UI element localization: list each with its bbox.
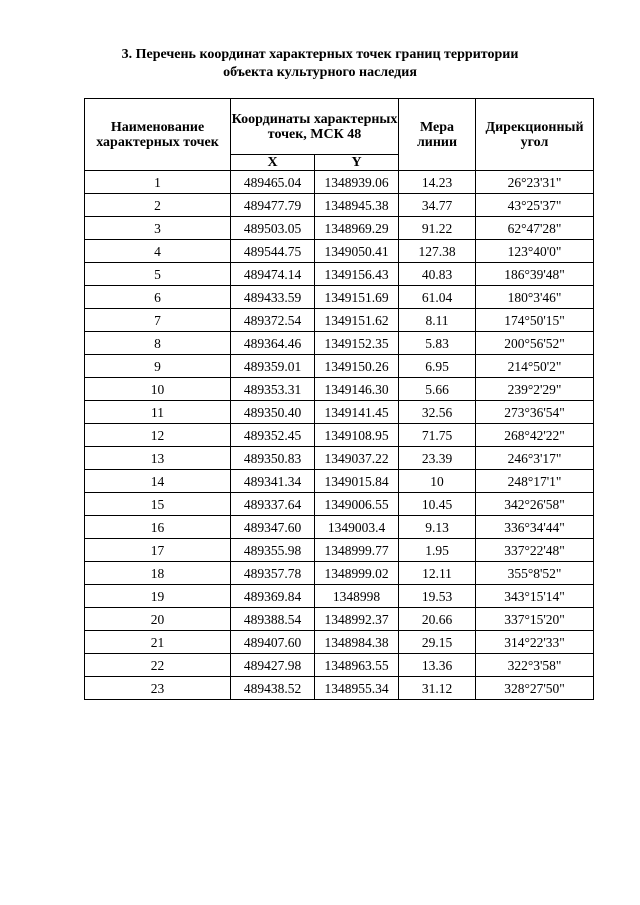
table-row [85, 378, 594, 401]
table-row [85, 539, 594, 562]
cell-x: 489427.98 [231, 654, 315, 677]
cell-direction-angle: 328°27'50" [476, 677, 594, 700]
cell-point-number: 13 [85, 447, 231, 470]
cell-y: 1349146.30 [315, 378, 399, 401]
cell-line-length: 10.45 [399, 493, 476, 516]
table-row [85, 355, 594, 378]
cell-x: 489352.45 [231, 424, 315, 447]
cell-direction-angle: 174°50'15" [476, 309, 594, 332]
table-row [85, 401, 594, 424]
cell-point-number: 1 [85, 171, 231, 194]
cell-x: 489347.60 [231, 516, 315, 539]
cell-line-length: 14.23 [399, 171, 476, 194]
cell-x: 489407.60 [231, 631, 315, 654]
cell-y: 1348999.77 [315, 539, 399, 562]
cell-line-length: 61.04 [399, 286, 476, 309]
table-row [85, 585, 594, 608]
cell-direction-angle: 214°50'2" [476, 355, 594, 378]
cell-point-number: 9 [85, 355, 231, 378]
cell-direction-angle: 180°3'46" [476, 286, 594, 309]
cell-direction-angle: 239°2'29" [476, 378, 594, 401]
cell-y: 1349151.62 [315, 309, 399, 332]
cell-point-number: 7 [85, 309, 231, 332]
cell-point-number: 3 [85, 217, 231, 240]
cell-y: 1349141.45 [315, 401, 399, 424]
cell-y: 1348969.29 [315, 217, 399, 240]
cell-direction-angle: 123°40'0" [476, 240, 594, 263]
cell-x: 489369.84 [231, 585, 315, 608]
header-x: X [231, 155, 315, 171]
cell-point-number: 8 [85, 332, 231, 355]
cell-x: 489359.01 [231, 355, 315, 378]
cell-line-length: 1.95 [399, 539, 476, 562]
cell-direction-angle: 268°42'22" [476, 424, 594, 447]
cell-y: 1349108.95 [315, 424, 399, 447]
table-row [85, 562, 594, 585]
table-row [85, 171, 594, 194]
cell-x: 489357.78 [231, 562, 315, 585]
document-title-line-1: 3. Перечень координат характерных точек границ территории [121, 47, 519, 62]
table-row [85, 332, 594, 355]
cell-line-length: 31.12 [399, 677, 476, 700]
document-title-line-2: объекта культурного наследия [223, 65, 417, 80]
cell-direction-angle: 336°34'44" [476, 516, 594, 539]
cell-line-length: 19.53 [399, 585, 476, 608]
cell-y: 1349152.35 [315, 332, 399, 355]
cell-direction-angle: 355°8'52" [476, 562, 594, 585]
cell-x: 489477.79 [231, 194, 315, 217]
cell-line-length: 6.95 [399, 355, 476, 378]
cell-point-number: 4 [85, 240, 231, 263]
cell-point-number: 5 [85, 263, 231, 286]
cell-direction-angle: 186°39'48" [476, 263, 594, 286]
cell-x: 489355.98 [231, 539, 315, 562]
cell-direction-angle: 337°15'20" [476, 608, 594, 631]
table-row [85, 654, 594, 677]
cell-y: 1348945.38 [315, 194, 399, 217]
table-row [85, 240, 594, 263]
cell-y: 1349006.55 [315, 493, 399, 516]
cell-point-number: 11 [85, 401, 231, 424]
cell-point-number: 12 [85, 424, 231, 447]
cell-direction-angle: 314°22'33" [476, 631, 594, 654]
cell-direction-angle: 62°47'28" [476, 217, 594, 240]
cell-direction-angle: 342°26'58" [476, 493, 594, 516]
table-row [85, 217, 594, 240]
cell-x: 489372.54 [231, 309, 315, 332]
table-row [85, 608, 594, 631]
cell-direction-angle: 200°56'52" [476, 332, 594, 355]
cell-y: 1348939.06 [315, 171, 399, 194]
cell-point-number: 19 [85, 585, 231, 608]
cell-line-length: 32.56 [399, 401, 476, 424]
cell-x: 489353.31 [231, 378, 315, 401]
cell-point-number: 20 [85, 608, 231, 631]
cell-x: 489350.40 [231, 401, 315, 424]
table-row [85, 309, 594, 332]
cell-direction-angle: 337°22'48" [476, 539, 594, 562]
cell-line-length: 5.83 [399, 332, 476, 355]
table-row [85, 470, 594, 493]
cell-line-length: 20.66 [399, 608, 476, 631]
table-row [85, 493, 594, 516]
cell-x: 489438.52 [231, 677, 315, 700]
cell-y: 1349150.26 [315, 355, 399, 378]
header-direction-angle: Дирекционный угол [476, 99, 594, 171]
cell-y: 1348999.02 [315, 562, 399, 585]
table-row [85, 194, 594, 217]
cell-direction-angle: 43°25'37" [476, 194, 594, 217]
cell-line-length: 8.11 [399, 309, 476, 332]
cell-point-number: 15 [85, 493, 231, 516]
cell-direction-angle: 246°3'17" [476, 447, 594, 470]
cell-point-number: 16 [85, 516, 231, 539]
cell-direction-angle: 248°17'1" [476, 470, 594, 493]
cell-line-length: 29.15 [399, 631, 476, 654]
table-row [85, 516, 594, 539]
table-row [85, 286, 594, 309]
cell-line-length: 9.13 [399, 516, 476, 539]
cell-point-number: 2 [85, 194, 231, 217]
cell-x: 489474.14 [231, 263, 315, 286]
cell-x: 489341.34 [231, 470, 315, 493]
cell-point-number: 21 [85, 631, 231, 654]
cell-y: 1348984.38 [315, 631, 399, 654]
cell-x: 489465.04 [231, 171, 315, 194]
cell-point-number: 14 [85, 470, 231, 493]
cell-y: 1349050.41 [315, 240, 399, 263]
cell-point-number: 10 [85, 378, 231, 401]
header-point-name: Наименование характерных точек [85, 99, 231, 171]
cell-x: 489388.54 [231, 608, 315, 631]
document-title [0, 46, 640, 82]
table-row [85, 677, 594, 700]
cell-y: 1348955.34 [315, 677, 399, 700]
cell-line-length: 23.39 [399, 447, 476, 470]
cell-y: 1348963.55 [315, 654, 399, 677]
cell-point-number: 22 [85, 654, 231, 677]
coordinates-table [84, 98, 594, 700]
cell-direction-angle: 273°36'54" [476, 401, 594, 424]
cell-y: 1349003.4 [315, 516, 399, 539]
table-row [85, 631, 594, 654]
table-row [85, 424, 594, 447]
cell-y: 1348998 [315, 585, 399, 608]
cell-x: 489503.05 [231, 217, 315, 240]
cell-x: 489544.75 [231, 240, 315, 263]
cell-line-length: 127.38 [399, 240, 476, 263]
cell-x: 489433.59 [231, 286, 315, 309]
cell-line-length: 71.75 [399, 424, 476, 447]
cell-line-length: 12.11 [399, 562, 476, 585]
cell-point-number: 18 [85, 562, 231, 585]
cell-line-length: 10 [399, 470, 476, 493]
cell-x: 489364.46 [231, 332, 315, 355]
cell-y: 1349015.84 [315, 470, 399, 493]
table-row [85, 447, 594, 470]
cell-direction-angle: 322°3'58" [476, 654, 594, 677]
header-line-length: Мера линии [399, 99, 476, 171]
cell-point-number: 23 [85, 677, 231, 700]
cell-line-length: 34.77 [399, 194, 476, 217]
header-coordinates: Координаты характерных точек, МСК 48 [231, 99, 399, 155]
cell-y: 1348992.37 [315, 608, 399, 631]
cell-point-number: 6 [85, 286, 231, 309]
cell-y: 1349151.69 [315, 286, 399, 309]
cell-x: 489337.64 [231, 493, 315, 516]
cell-line-length: 40.83 [399, 263, 476, 286]
cell-line-length: 5.66 [399, 378, 476, 401]
cell-line-length: 91.22 [399, 217, 476, 240]
cell-point-number: 17 [85, 539, 231, 562]
cell-x: 489350.83 [231, 447, 315, 470]
cell-direction-angle: 26°23'31" [476, 171, 594, 194]
cell-y: 1349156.43 [315, 263, 399, 286]
header-y: Y [315, 155, 399, 171]
table-row [85, 263, 594, 286]
cell-y: 1349037.22 [315, 447, 399, 470]
cell-line-length: 13.36 [399, 654, 476, 677]
cell-direction-angle: 343°15'14" [476, 585, 594, 608]
